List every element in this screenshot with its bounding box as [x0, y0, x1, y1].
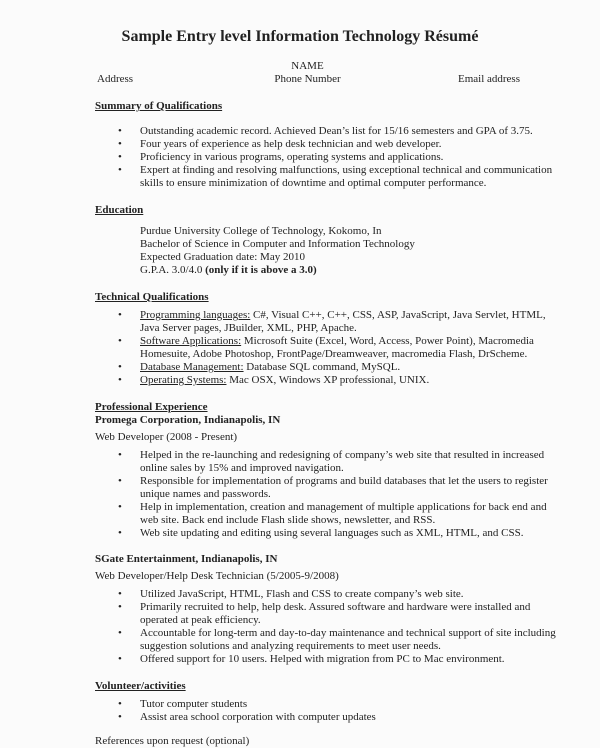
- bullet-item: [95, 164, 560, 190]
- job-company: Promega Corporation, Indianapolis, IN: [95, 414, 281, 426]
- bullet-text: • Helped in the re-launching and redesigning of company’s web site that resulted in increased online sales by 15% and improved navigation.: [140, 449, 545, 474]
- job-company: SGate Entertainment, Indianapolis, IN: [95, 553, 278, 565]
- job-entry: [95, 553, 560, 666]
- education-details: [140, 225, 560, 277]
- bullet-text: • Help in implementation, creation and management of multiple applications for back end and web site. Back end include Flash slide shows, newsletter, and RSS.: [140, 501, 547, 526]
- education-line: Purdue University College of Technology, Kokomo, In: [140, 225, 382, 237]
- bullet-item: [95, 151, 560, 164]
- technical-heading: Technical Qualifications: [95, 291, 209, 303]
- bullet-item: [95, 653, 560, 666]
- gpa-note: (only if it is above a 3.0): [205, 264, 317, 276]
- bullet-item: [95, 138, 560, 151]
- bullet-item: [95, 309, 560, 335]
- technical-category-label: Database Management:: [140, 361, 244, 373]
- bullet-item: [95, 501, 560, 527]
- job-bullet-list: [95, 588, 560, 666]
- summary-heading: Summary of Qualifications: [95, 100, 223, 112]
- education-line: Bachelor of Science in Computer and Information Technology: [140, 238, 415, 250]
- document-title: Sample Entry level Information Technology Résumé: [121, 28, 479, 45]
- job-role: Web Developer/Help Desk Technician (5/2005-9/2008): [95, 570, 339, 582]
- bullet-text: • Expert at finding and resolving malfunctions, using exceptional technical and communication skills to ensure minimization of downtime and optimal computer performance.: [140, 164, 553, 189]
- section-volunteer: [95, 679, 560, 724]
- bullet-text: • Web site updating and editing using several languages such as XML, HTML, and CSS.: [140, 527, 524, 539]
- bullet-item: [95, 125, 560, 138]
- bullet-text: • Responsible for implementation of programs and build databases that let the users to register unique names and passwords.: [140, 475, 548, 500]
- bullet-text: • Tutor computer students: [140, 698, 248, 710]
- summary-bullet-list: [95, 125, 560, 190]
- bullet-text: [140, 335, 560, 361]
- technical-bullet-list: [95, 309, 560, 387]
- bullet-item: [95, 374, 560, 387]
- bullet-text: • Assist area school corporation with computer updates: [140, 711, 376, 723]
- bullet-text: • Outstanding academic record. Achieved Dean’s list for 15/16 semesters and GPA of 3.75.: [140, 125, 533, 137]
- references-note: References upon request (optional): [95, 735, 250, 747]
- contact-phone: Phone Number: [274, 73, 341, 85]
- education-line: Expected Graduation date: May 2010: [140, 251, 305, 263]
- bullet-item: [95, 449, 560, 475]
- volunteer-bullet-list: [95, 698, 560, 724]
- technical-category-text: C#, Visual C++, C++, CSS, ASP, JavaScript, Java Servlet, HTML, Java Server pages, JBuilder, XML, PHP, Apache.: [140, 309, 546, 334]
- bullet-item: [95, 475, 560, 501]
- bullet-text: [140, 361, 400, 374]
- education-heading: Education: [95, 204, 144, 216]
- technical-category-label: Programming languages:: [140, 309, 251, 321]
- gpa-text: G.P.A. 3.0/4.0: [140, 264, 206, 276]
- bullet-item: [95, 698, 560, 711]
- technical-category-text: Database SQL command, MySQL.: [243, 361, 401, 373]
- job-role: Web Developer (2008 - Present): [95, 431, 238, 443]
- bullet-item: [95, 627, 560, 653]
- contact-row: [95, 73, 520, 86]
- bullet-text: • Primarily recruited to help, help desk. Assured software and hardware were installed and operated at peak efficiency.: [140, 601, 531, 626]
- bullet-item: [95, 711, 560, 724]
- bullet-item: [95, 588, 560, 601]
- experience-heading: Professional Experience: [95, 401, 208, 413]
- section-technical: [95, 290, 560, 387]
- education-gpa-line: [140, 264, 560, 277]
- bullet-text: [140, 374, 429, 387]
- job-bullet-list: [95, 449, 560, 540]
- technical-category-label: Operating Systems:: [140, 374, 227, 386]
- contact-name: NAME: [291, 60, 324, 72]
- technical-category-text: Mac OSX, Windows XP professional, UNIX.: [226, 374, 430, 386]
- bullet-text: • Offered support for 10 users. Helped with migration from PC to Mac environment.: [140, 653, 505, 665]
- contact-email: Email address: [457, 73, 520, 85]
- section-experience: [95, 400, 560, 666]
- bullet-item: [95, 601, 560, 627]
- bullet-text: • Accountable for long-term and day-to-day maintenance and technical support of site including suggestion solutions and analyzing requirements to meet user needs.: [140, 627, 556, 652]
- contact-block: [95, 60, 520, 86]
- bullet-text: [140, 309, 560, 335]
- bullet-text: • Four years of experience as help desk technician and web developer.: [140, 138, 442, 150]
- contact-address: Address: [97, 73, 134, 85]
- technical-category-label: Software Applications:: [140, 335, 242, 347]
- bullet-item: [95, 335, 560, 361]
- technical-category-text: Microsoft Suite (Excel, Word, Access, Power Point), Macromedia Homesuite, Adobe Photoshop, FrontPage/Dreamweaver, macromedia Flash, DrScheme.: [140, 335, 534, 360]
- bullet-item: [95, 361, 560, 374]
- job-entry: [95, 414, 560, 540]
- bullet-text: • Utilized JavaScript, HTML, Flash and CSS to create company’s web site.: [140, 588, 464, 600]
- bullet-item: [95, 527, 560, 540]
- volunteer-heading: Volunteer/activities: [95, 680, 186, 692]
- section-summary: [95, 99, 560, 190]
- bullet-text: • Proficiency in various programs, operating systems and applications.: [140, 151, 444, 163]
- section-education: [95, 203, 560, 277]
